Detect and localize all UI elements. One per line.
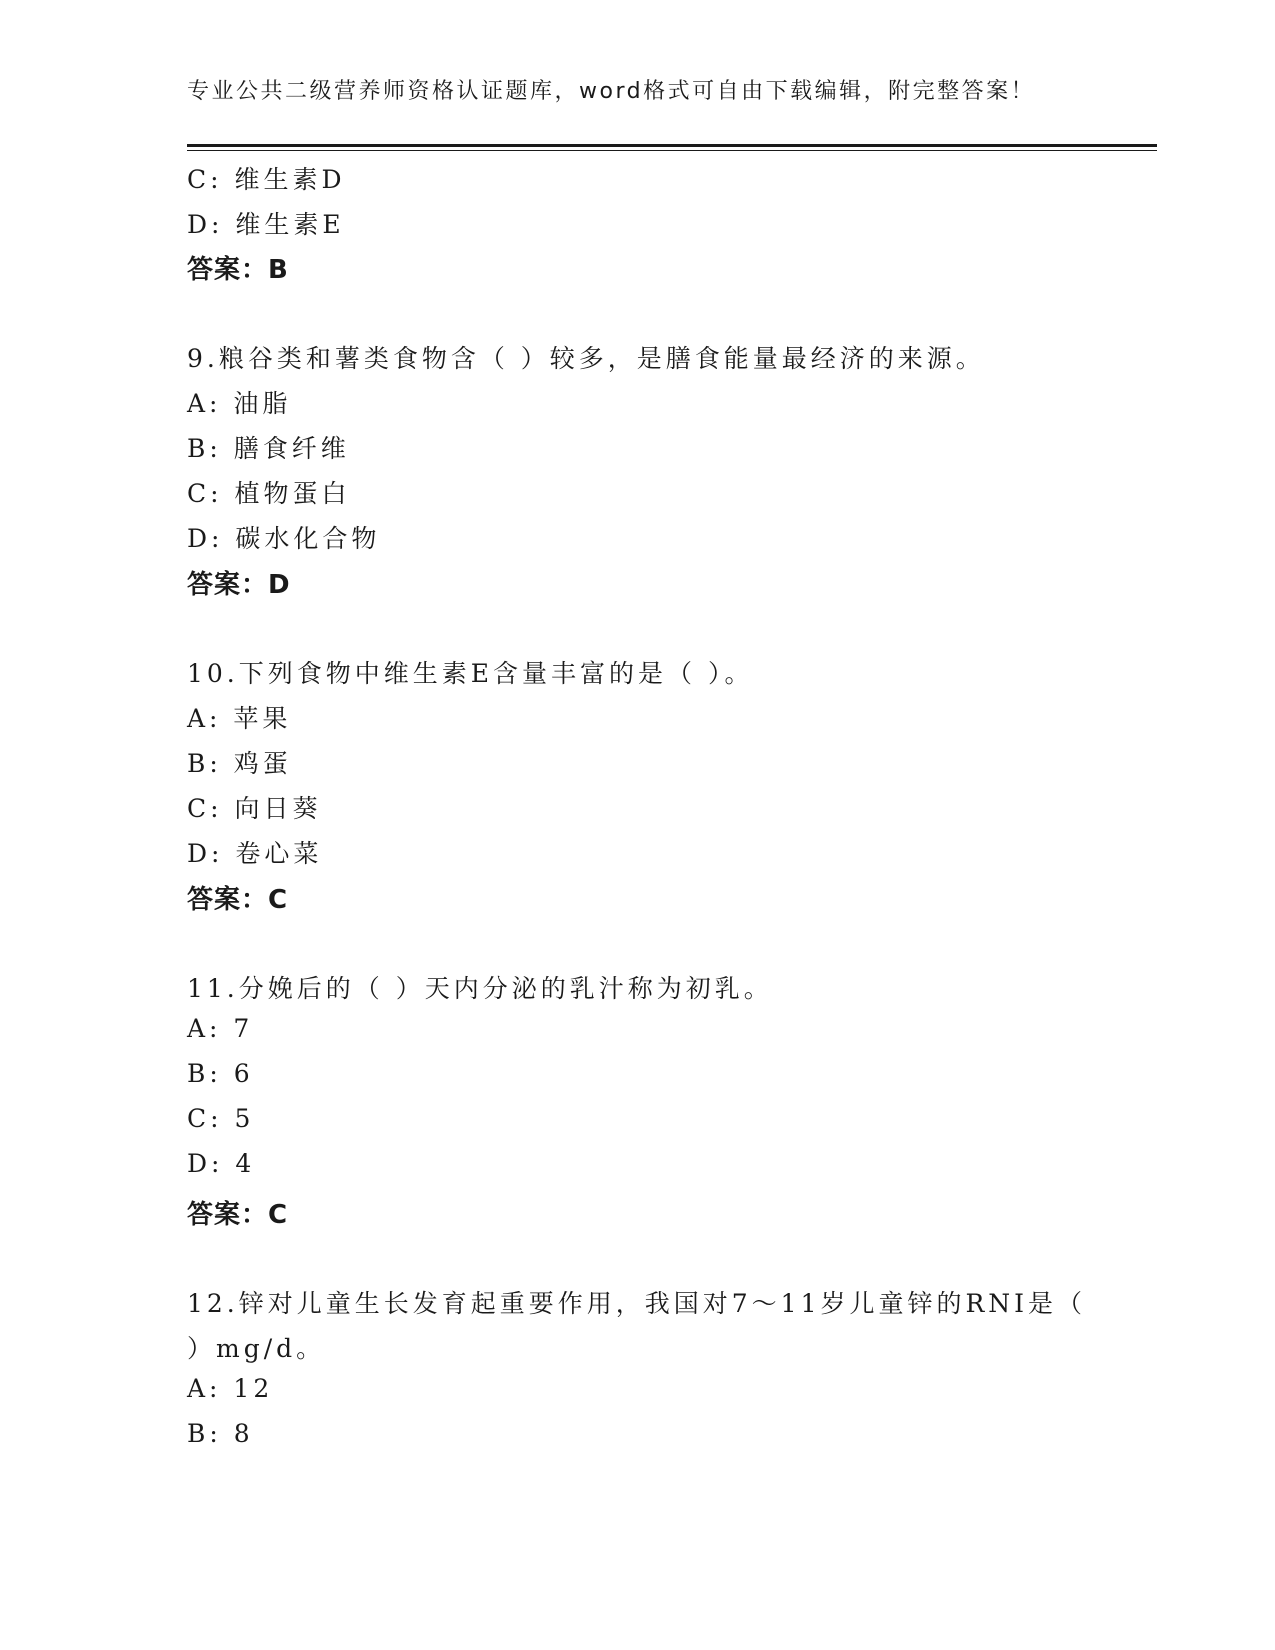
option-line: A: 12 (187, 1374, 274, 1403)
option-line: B: 8 (187, 1419, 254, 1448)
answer-line: 答案：D (187, 570, 291, 600)
option-line: C: 维生素D (187, 165, 346, 194)
option-line: D: 维生素E (187, 210, 345, 239)
option-line: A: 7 (187, 1014, 254, 1043)
question-line: 12.锌对儿童生长发育起重要作用，我国对7～11岁儿童锌的RNI是（ (187, 1289, 1087, 1318)
page-header: 专业公共二级营养师资格认证题库，word格式可自由下载编辑，附完整答案！ (187, 79, 1036, 104)
option-line: B: 6 (187, 1059, 254, 1088)
option-line: D: 碳水化合物 (187, 524, 381, 553)
option-line: C: 植物蛋白 (187, 479, 351, 508)
option-line: A: 苹果 (187, 704, 292, 733)
question-line: 11.分娩后的（ ）天内分泌的乳汁称为初乳。 (187, 974, 773, 1003)
option-line: B: 膳食纤维 (187, 434, 350, 463)
option-line: C: 向日葵 (187, 794, 322, 823)
answer-line: 答案：C (187, 1200, 289, 1230)
question-line: ）mg/d。 (187, 1334, 326, 1363)
option-line: C: 5 (187, 1104, 255, 1133)
question-line: 10.下列食物中维生素E含量丰富的是（ ）。 (187, 659, 754, 688)
header-rule-thick (187, 144, 1157, 147)
option-line: D: 卷心菜 (187, 839, 323, 868)
header-rule-thin (187, 150, 1157, 151)
answer-line: 答案：B (187, 255, 289, 285)
option-line: A: 油脂 (187, 389, 292, 418)
option-line: D: 4 (187, 1149, 256, 1178)
option-line: B: 鸡蛋 (187, 749, 292, 778)
question-line: 9.粮谷类和薯类食物含（ ）较多，是膳食能量最经济的来源。 (187, 344, 985, 373)
answer-line: 答案：C (187, 885, 289, 915)
